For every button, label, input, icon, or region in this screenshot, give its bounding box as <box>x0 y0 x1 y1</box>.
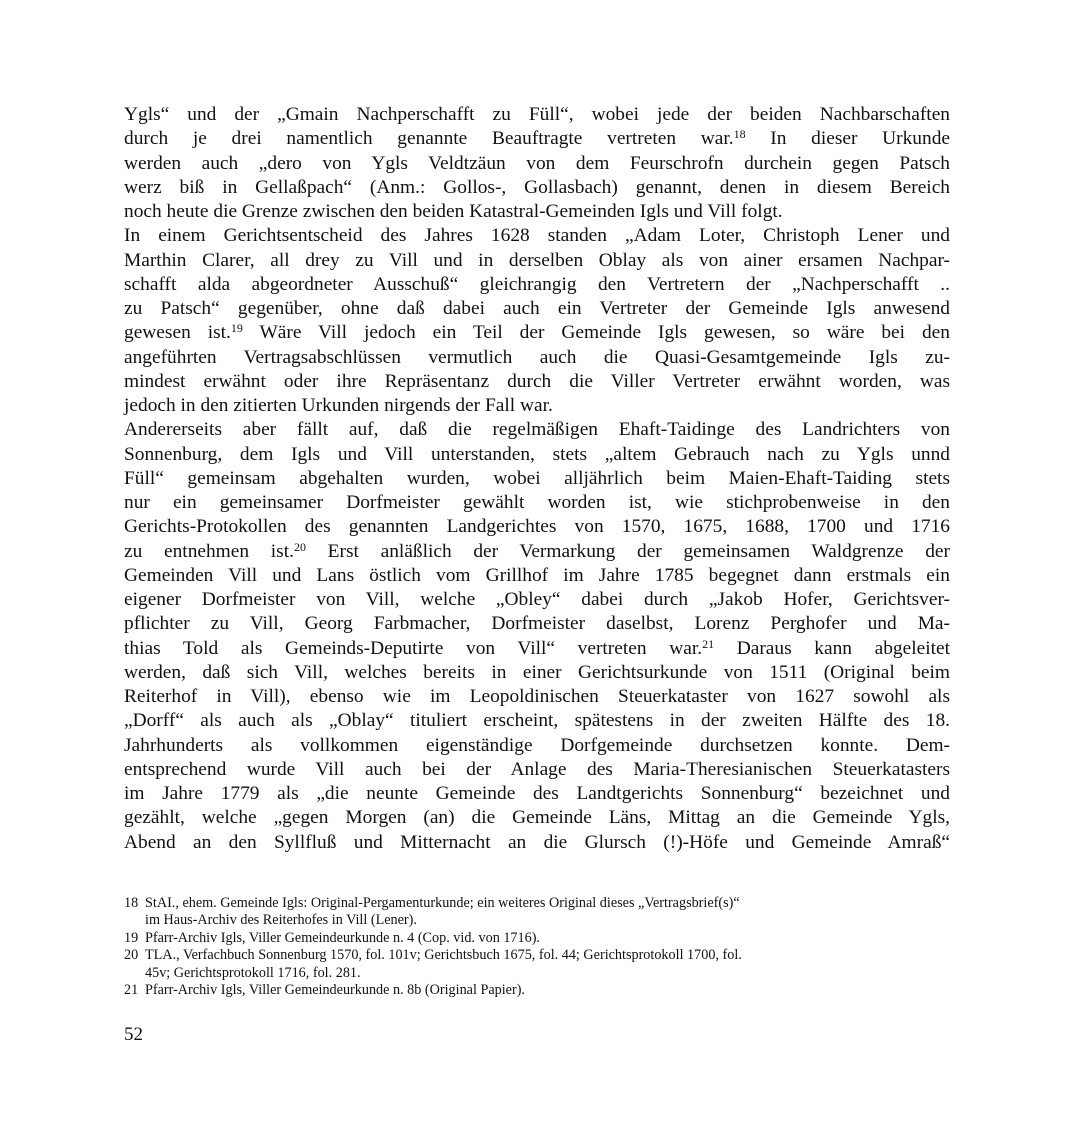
text-line <box>124 443 950 467</box>
text-line <box>124 831 950 855</box>
footnote-number: 19 <box>124 929 139 946</box>
text-segment: entsprechend wurde Vill auch bei der Anlage des Maria-Theresianischen Steuerkatasters <box>124 758 950 780</box>
text-segment: eigener Dorfmeister von Vill, welche „Obley“ dabei durch „Jakob Hofer, Gerichtsver- <box>124 589 950 610</box>
text-segment: noch heute die Grenze zwischen den beiden Katastral-Gemeinden Igls und Vill folgt. <box>124 201 783 222</box>
text-line <box>124 758 950 782</box>
text-segment: werden auch „dero von Ygls Veldtzäun von dem Feurschrofn durchein gegen Patsch <box>124 152 950 174</box>
text-line <box>124 103 950 127</box>
text-line <box>124 564 950 588</box>
text-segment: jedoch in den zitierten Urkunden nirgends der Fall war. <box>124 395 553 416</box>
footnote-line: 45v; Gerichtsprotokoll 1716, fol. 281. <box>145 964 361 981</box>
text-line <box>124 394 950 418</box>
text-segment: Reiterhof in Vill), ebenso wie im Leopoldinischen Steuerkataster von 1627 sowohl als <box>124 686 950 707</box>
text-segment: pflichter zu Vill, Georg Farbmacher, Dorfmeister daselbst, Lorenz Perghofer und Ma- <box>124 613 950 635</box>
text-segment: Wäre Vill jedoch ein Teil der Gemeinde Igls gewesen, so wäre bei den <box>242 322 950 344</box>
footnote-line: Pfarr-Archiv Igls, Viller Gemeindeurkunde n. 4 (Cop. vid. von 1716). <box>145 929 540 946</box>
footnote-text <box>145 895 950 930</box>
footnote-reference: 18 <box>733 127 746 142</box>
text-segment: im Jahre 1779 als „die neunte Gemeinde des Landtgerichts Sonnenburg“ bezeichnet und <box>124 783 950 804</box>
footnote <box>124 947 950 982</box>
footnote <box>124 895 950 930</box>
footnote-number: 18 <box>124 895 139 911</box>
text-segment: angeführten Vertragsabschlüssen vermutlich auch die Quasi-Gesamtgemeinde Igls zu- <box>124 346 950 368</box>
text-segment: Füll“ gemeinsam abgehalten wurden, wobei alljährlich beim Maien-Ehaft-Taiding stets <box>124 467 950 489</box>
text-line <box>124 127 950 151</box>
text-segment: In einem Gerichtsentscheid des Jahres 1628 standen „Adam Loter, Christoph Lener und <box>124 225 950 247</box>
footnote-text <box>145 947 950 982</box>
text-segment: nur ein gemeinsamer Dorfmeister gewählt worden ist, wie stichprobenweise in den <box>124 492 950 513</box>
text-line <box>124 661 950 685</box>
text-line <box>124 515 950 539</box>
text-line <box>124 370 950 394</box>
footnote-number: 20 <box>124 947 139 964</box>
footnote <box>124 930 950 947</box>
text-segment: gewesen ist. <box>124 322 231 344</box>
text-line <box>124 346 950 370</box>
text-line <box>124 321 950 345</box>
text-line <box>124 467 950 491</box>
text-segment: gezählt, welche „gegen Morgen (an) die Gemeinde Läns, Mittag an die Gemeinde Ygls, <box>124 807 950 829</box>
text-segment: Daraus kann abgeleitet <box>714 637 950 659</box>
text-segment: Sonnenburg, dem Igls und Vill unterstanden, stets „altem Gebrauch nach zu Ygls unnd <box>124 443 950 465</box>
text-line <box>124 224 950 248</box>
text-segment: Erst anläßlich der Vermarkung der gemeinsamen Waldgrenze der <box>305 540 950 562</box>
text-line <box>124 612 950 636</box>
text-line <box>124 782 950 806</box>
footnote-text <box>145 982 950 999</box>
text-line <box>124 297 950 321</box>
footnote-reference: 20 <box>293 539 306 554</box>
footnote-reference: 21 <box>702 636 715 651</box>
body-text <box>124 103 950 855</box>
text-segment: schafft alda abgeordneter Ausschuß“ gleichrangig den Vertretern der „Nachperschafft .. <box>124 273 950 295</box>
text-line <box>124 418 950 442</box>
text-line <box>124 685 950 709</box>
text-line <box>124 709 950 733</box>
text-line <box>124 734 950 758</box>
text-segment: zu Patsch“ gegenüber, ohne daß dabei auch ein Vertreter der Gemeinde Igls anwesend <box>124 298 950 319</box>
text-line <box>124 200 950 224</box>
text-segment: zu entnehmen ist. <box>124 540 294 562</box>
text-segment: Andererseits aber fällt auf, daß die regelmäßigen Ehaft-Taidinge des Landrichters von <box>124 419 950 441</box>
text-segment: werz biß in Gellaßpach“ (Anm.: Gollos-, Gollasbach) genannt, denen in diesem Bereich <box>124 176 950 198</box>
text-segment: thias Told als Gemeinds-Deputirte von Vill“ vertreten war. <box>124 637 703 659</box>
text-segment: durch je drei namentlich genannte Beauftragte vertreten war. <box>124 128 734 150</box>
footnote-line: im Haus-Archiv des Reiterhofes in Vill (Lener). <box>145 912 417 929</box>
text-line <box>124 491 950 515</box>
text-segment: Ygls“ und der „Gmain Nachperschafft zu Füll“, wobei jede der beiden Nachbarschaften <box>124 104 950 125</box>
footnote <box>124 982 950 999</box>
page-number: 52 <box>124 1024 143 1045</box>
footnote-line: StAI., ehem. Gemeinde Igls: Original-Pergamenturkunde; ein weiteres Original dieses „Vertragsbrief(s)“ <box>145 895 740 911</box>
text-line <box>124 152 950 176</box>
text-segment: Gerichts-Protokollen des genannten Landgerichtes von 1570, 1675, 1688, 1700 und 1716 <box>124 516 950 538</box>
footnotes <box>124 895 950 999</box>
text-line <box>124 806 950 830</box>
footnote-reference: 19 <box>230 321 243 336</box>
footnote-text <box>145 930 950 947</box>
footnote-line: TLA., Verfachbuch Sonnenburg 1570, fol. 101v; Gerichtsbuch 1675, fol. 44; Gerichtsprotokoll 1700, fol. <box>145 947 742 964</box>
text-line <box>124 588 950 612</box>
text-segment: mindest erwähnt oder ihre Repräsentanz durch die Viller Vertreter erwähnt worden, was <box>124 370 950 392</box>
text-segment: In dieser Urkunde <box>745 128 951 150</box>
text-line <box>124 637 950 661</box>
text-segment: Marthin Clarer, all drey zu Vill und in derselben Oblay als von ainer ersamen Nachpar- <box>124 249 950 271</box>
footnote-number: 21 <box>124 982 139 999</box>
text-segment: werden, daß sich Vill, welches bereits in einer Gerichtsurkunde von 1511 (Original beim <box>124 661 950 683</box>
footnote-line: Pfarr-Archiv Igls, Viller Gemeindeurkunde n. 8b (Original Papier). <box>145 982 525 999</box>
text-line <box>124 273 950 297</box>
text-line <box>124 176 950 200</box>
text-segment: Jahrhunderts als vollkommen eigenständige Dorfgemeinde durchsetzen konnte. Dem- <box>124 734 950 756</box>
text-segment: Abend an den Syllfluß und Mitternacht an die Glursch (!)-Höfe und Gemeinde Amraß“ <box>124 831 950 853</box>
text-line <box>124 540 950 564</box>
text-line <box>124 249 950 273</box>
text-segment: Gemeinden Vill und Lans östlich vom Grillhof im Jahre 1785 begegnet dann erstmals ein <box>124 564 950 586</box>
text-segment: „Dorff“ als auch als „Oblay“ tituliert erscheint, spätestens in der zweiten Hälfte des 18. <box>124 710 950 732</box>
